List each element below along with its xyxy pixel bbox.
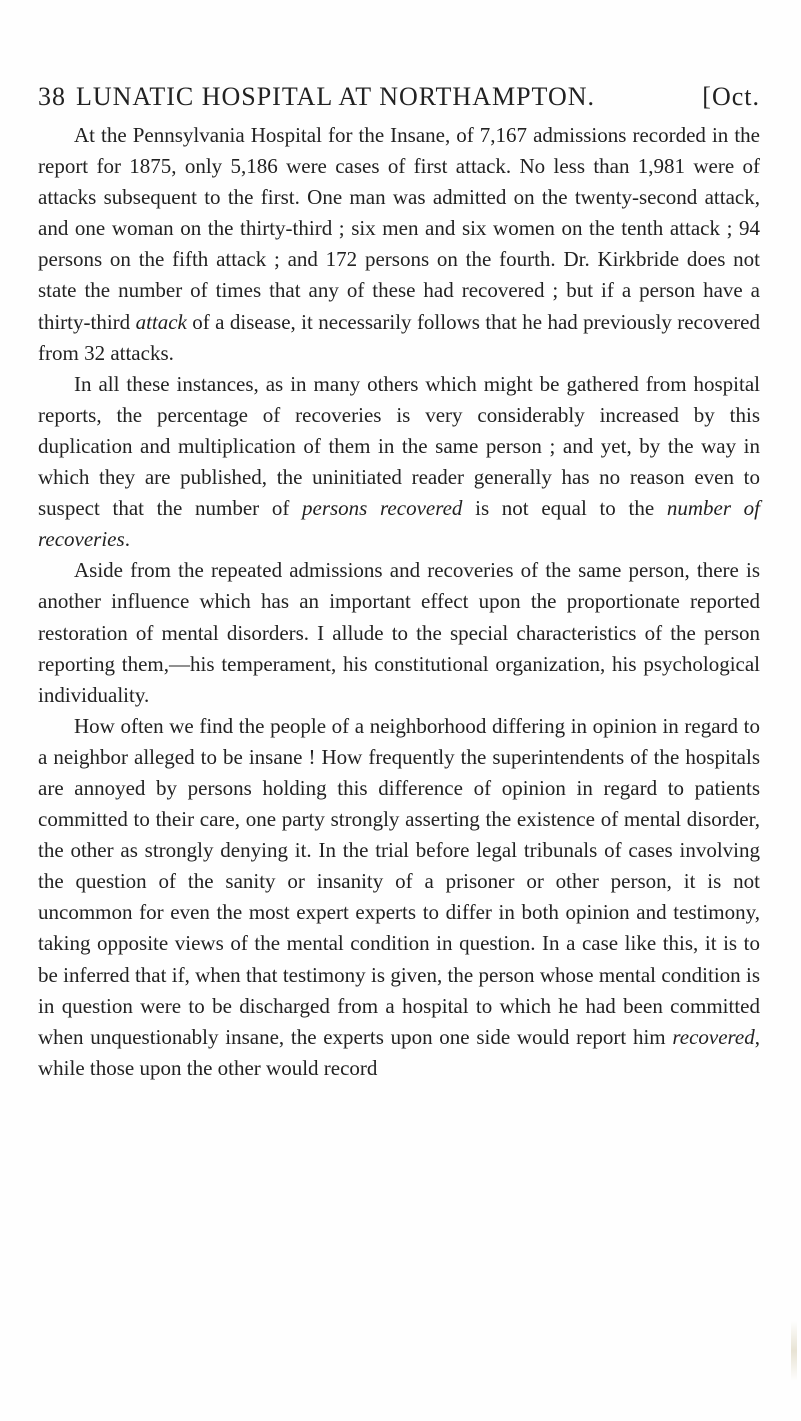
paper-stain (791, 1321, 797, 1381)
running-title: LUNATIC HOSPITAL AT NORTHAMPTON. (76, 82, 596, 111)
text-run: At the Pennsylvania Hospital for the Insane, of 7,167 admissions recorded in the report for 1875, only 5,186 were cases of first attack. No less than 1,981 were of attacks subsequent to the first. One man was admitted on the twenty-second attack, and one woman on the thirty-third ; six men and six women on the tenth attack ; 94 persons on the fifth attack ; and 172 persons on the fourth. Dr. Kirkbride does not state the number of times that any of these had recovered ; but if a person have a thirty-third (38, 123, 760, 334)
italic-text: recovered (672, 1024, 755, 1049)
text-run: , while those upon the other would record (38, 1024, 760, 1080)
page-number: 38 (38, 82, 66, 111)
paragraph (38, 711, 760, 1084)
running-month: [Oct. (702, 82, 760, 111)
paragraph (38, 369, 760, 556)
text-run: . (124, 527, 130, 552)
body-text (38, 120, 760, 1084)
text-run: How often we find the people of a neighborhood differing in opinion in regard to a neighbor alleged to be insane ! How frequently the superintendents of the hospitals are annoyed by persons holding this difference of opinion in regard to patients committed to their care, one party strongly asserting the existence of mental disorder, the other as strongly denying it. In the trial before legal tribunals of cases involving the question of the sanity or insanity of a prisoner or other person, it is not uncommon for even the most expert experts to differ in both opinion and testimony, taking opposite views of the mental condition in question. In a case like this, it is to be inferred that if, when that testimony is given, the person whose mental condition is in question were to be discharged from a hospital to which he had been committed when unquestionably insane, the experts upon one side would report him (38, 713, 760, 1049)
italic-text: number of recoveries (38, 496, 761, 552)
italic-text: persons recovered (302, 496, 463, 521)
text-run: is not equal to the (462, 496, 667, 521)
text-run: In all these instances, as in many others which might be gathered from hospital reports, the percentage of recoveries is very considerably increased by this duplication and multiplication of them in the same person ; and yet, by the way in which they are published, the uninitiated reader generally has no reason even to suspect that the number of (38, 371, 760, 521)
text-run: of a disease, it necessarily follows that he had previously recovered from 32 attacks. (38, 309, 760, 365)
running-head (38, 82, 760, 114)
paragraph (38, 555, 760, 710)
paragraph (38, 120, 760, 369)
text-run: Aside from the repeated admissions and recoveries of the same person, there is another influence which has an important effect upon the proportionate reported restoration of mental disorders. I allude to the special characteristics of the person reporting them,—his temperament, his constitutional organization, his psychological individuality. (38, 558, 760, 707)
italic-text: attack (135, 309, 187, 334)
